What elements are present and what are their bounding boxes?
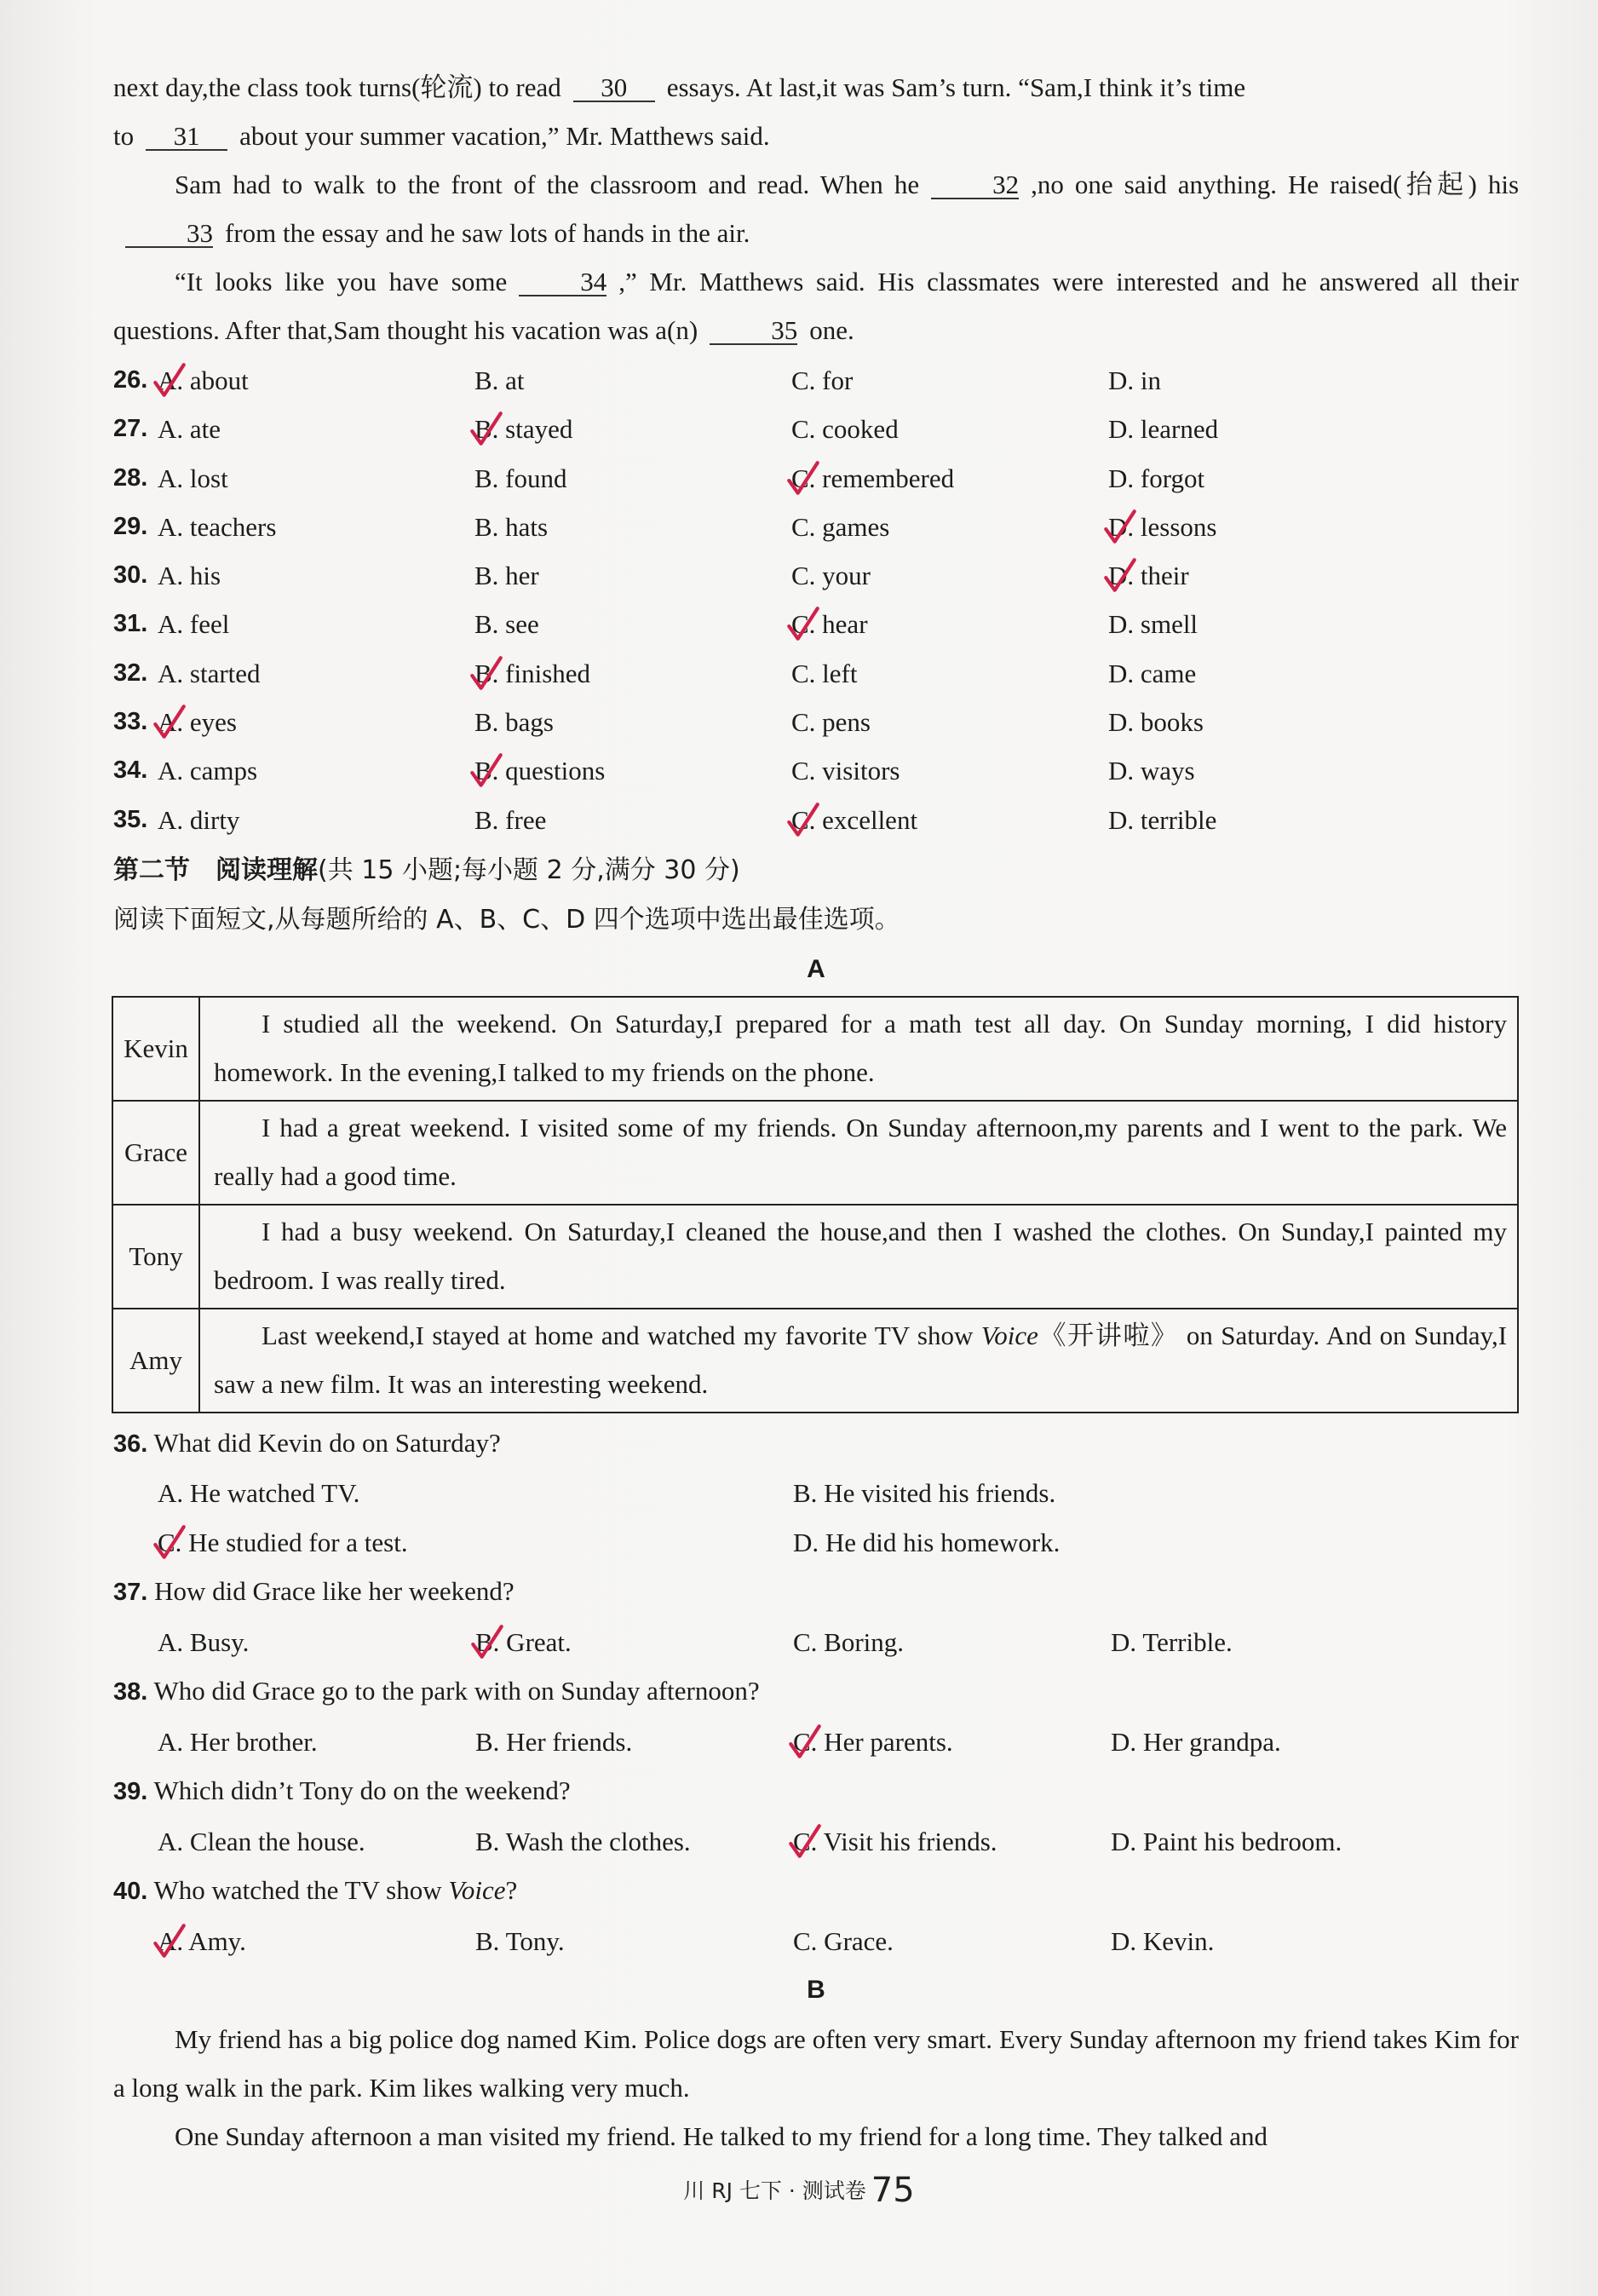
row-text: I studied all the weekend. On Saturday,I prepared for a math test all day. On Sunday morning, I did history homework. In the evening,I talked to my friends on the phone. [199,997,1518,1101]
option-c[interactable]: C. Grace. [793,1925,894,1956]
option-row [113,356,1519,405]
question-number: 32. [113,659,148,687]
option-d[interactable]: D. smell [1108,609,1198,640]
option-b[interactable]: B. Wash the clothes. [475,1826,691,1856]
option-c[interactable]: C. games [791,511,890,542]
question-number: 28. [113,463,148,492]
option-a[interactable]: A. Amy. [158,1917,475,1966]
question-number: 31. [113,610,148,638]
question-number: 30. [113,561,148,590]
option-c[interactable]: C. Visit his friends. [793,1817,1111,1867]
row-text: I had a great weekend. I visited some of my friends. On Sunday afternoon,my parents and I went to the park. We really had a good time. [199,1101,1518,1205]
option-b[interactable]: B. free [474,804,547,835]
option-c[interactable]: C. pens [791,707,871,738]
part-label-a: A [807,954,825,983]
option-d[interactable]: D. books [1108,707,1204,738]
passage-line: to 31 about your summer vacation,” Mr. Matthews said. [113,121,770,151]
row-name: Tony [112,1205,199,1309]
passage-b-paragraph: One Sunday afternoon a man visited my friend. He talked to my friend for a long time. They talked and [175,2121,1267,2152]
option-a[interactable]: A. started [158,658,261,688]
question-number: 29. [113,512,148,540]
question-37: 37. How did Grace like her weekend? A. Busy. B. Great. C. Boring. D. Terrible. [113,1567,1519,1666]
passage-line: next day,the class took turns(轮流) to read 30 essays. At last,it was Sam’s turn. “Sam,I think it’s time [113,72,1246,102]
option-row [113,454,1519,503]
footer-label: 川 RJ 七下 · 测试卷 [683,2178,866,2203]
option-b[interactable]: B. questions [474,746,791,795]
section-title: 第二节 阅读理解(共 15 小题;每小题 2 分,满分 30 分) [113,855,740,885]
option-d[interactable]: D. He did his homework. [793,1527,1061,1557]
blank-34: 34 [519,269,606,296]
table-row [112,997,1518,1101]
option-d[interactable]: D. came [1108,658,1197,688]
section-instruction: 阅读下面短文,从每题所给的 A、B、C、D 四个选项中选出最佳选项。 [113,904,900,935]
option-a[interactable]: A. Busy. [158,1626,250,1657]
question-36: 36. What did Kevin do on Saturday? A. He watched TV. B. He visited his friends. C. He studied for a test. D. He did his homework. [113,1418,1519,1568]
option-d[interactable]: D. lessons [1108,503,1364,551]
option-row [113,600,1519,648]
option-b[interactable]: B. stayed [474,405,791,453]
option-row [113,746,1519,795]
blank-31: 31 [146,124,227,151]
option-row [113,649,1519,698]
row-text: I had a busy weekend. On Saturday,I cleaned the house,and then I washed the clothes. On Sunday,I painted my bedroom. I was really tired. [199,1205,1518,1309]
option-a[interactable]: A. dirty [158,804,240,835]
table-row [112,1101,1518,1205]
option-d[interactable]: D. ways [1108,756,1195,786]
cloze-passage [113,63,1519,354]
option-b[interactable]: B. found [474,463,567,493]
option-c[interactable]: C. hear [791,600,1108,648]
option-d[interactable]: D. learned [1108,414,1219,445]
option-b[interactable]: B. bags [474,707,554,738]
option-c[interactable]: C. excellent [791,796,1108,844]
option-a[interactable]: A. feel [158,609,230,640]
option-c[interactable]: C. for [791,365,854,395]
option-b[interactable]: B. Tony. [475,1925,565,1956]
blank-30: 30 [573,75,655,102]
question-40: 40. Who watched the TV show Voice? A. Amy. B. Tony. C. Grace. D. Kevin. [113,1866,1519,1965]
option-c[interactable]: C. your [791,561,871,591]
option-a[interactable]: A. about [158,356,474,405]
option-a[interactable]: A. ate [158,414,221,445]
table-row [112,1309,1518,1413]
blank-35: 35 [710,318,797,345]
table-row [112,1205,1518,1309]
option-b[interactable]: B. Her friends. [475,1726,633,1757]
blank-32: 32 [931,172,1019,199]
option-d[interactable]: D. their [1108,551,1364,600]
option-c[interactable]: C. cooked [791,414,899,445]
option-a[interactable]: A. his [158,561,221,591]
option-row [113,796,1519,844]
option-a[interactable]: A. Her brother. [158,1726,318,1757]
option-b[interactable]: B. He visited his friends. [793,1478,1056,1509]
part-label-b: B [807,1976,825,2005]
option-d[interactable]: D. Kevin. [1111,1925,1215,1956]
option-row [113,503,1519,551]
option-a[interactable]: A. He watched TV. [158,1478,360,1509]
option-b[interactable]: B. hats [474,511,549,542]
question-number: 34. [113,757,148,785]
option-b[interactable]: B. finished [474,649,791,698]
option-row [113,405,1519,453]
passage-paragraph: Sam had to walk to the front of the classroom and read. When he 32 ,no one said anything. He raised(抬起) his33 from the essay and he saw lots of hands in the air. [113,160,1519,257]
question-39: 39. Which didn’t Tony do on the weekend? A. Clean the house. B. Wash the clothes. C. Visit his friends. D. Paint his bedroom. [113,1766,1519,1866]
question-38: 38. Who did Grace go to the park with on Sunday afternoon? A. Her brother. B. Her friends. C. Her parents. D. Her grandpa. [113,1666,1519,1766]
option-b[interactable]: B. at [474,365,525,395]
question-number: 33. [113,708,148,736]
row-name: Amy [112,1309,199,1413]
option-d[interactable]: D. forgot [1108,463,1205,493]
reading-table [112,996,1519,1413]
cloze-options [113,356,1519,844]
option-row [113,551,1519,600]
blank-33: 33 [125,221,213,248]
option-d[interactable]: D. Her grandpa. [1111,1726,1281,1757]
option-a[interactable]: A. Clean the house. [158,1826,365,1856]
option-b[interactable]: B. see [474,609,539,640]
option-a[interactable]: A. eyes [158,698,474,746]
option-c[interactable]: C. Boring. [793,1626,905,1657]
question-number: 26. [113,366,148,394]
option-d[interactable]: D. in [1108,365,1161,395]
question-number: 27. [113,415,148,443]
content [113,63,1519,2161]
option-c[interactable]: C. Her parents. [793,1718,1111,1767]
option-row [113,698,1519,746]
option-d[interactable]: D. terrible [1108,804,1217,835]
option-a[interactable]: A. lost [158,463,228,493]
option-a[interactable]: A. camps [158,756,258,786]
option-a[interactable]: A. teachers [158,511,277,542]
option-c[interactable]: C. remembered [791,454,1108,503]
row-name: Kevin [112,997,199,1101]
question-number: 35. [113,805,148,833]
option-d[interactable]: D. Paint his bedroom. [1111,1826,1342,1856]
page-footer [0,2171,1598,2210]
option-c[interactable]: C. left [791,658,858,688]
row-name: Grace [112,1101,199,1205]
passage-b-paragraph: My friend has a big police dog named Kim. Police dogs are often very smart. Every Sunday afternoon my friend takes Kim for a long walk in the park. Kim likes walking very much. [113,2024,1519,2103]
row-text: Last weekend,I stayed at home and watched my favorite TV show Voice《开讲啦》 on Saturday. And on Sunday,I saw a new film. It was an interesting weekend. [199,1309,1518,1413]
option-b[interactable]: B. Great. [475,1618,793,1667]
option-d[interactable]: D. Terrible. [1111,1626,1233,1657]
page-number: 75 [871,2171,915,2210]
option-c[interactable]: C. visitors [791,756,900,786]
option-c[interactable]: C. He studied for a test. [158,1518,793,1568]
option-b[interactable]: B. her [474,561,539,591]
passage-paragraph: “It looks like you have some 34 ,” Mr. Matthews said. His classmates were interested and he answered all their questions. After that,Sam thought his vacation was a(n) 35 one. [113,267,1520,345]
